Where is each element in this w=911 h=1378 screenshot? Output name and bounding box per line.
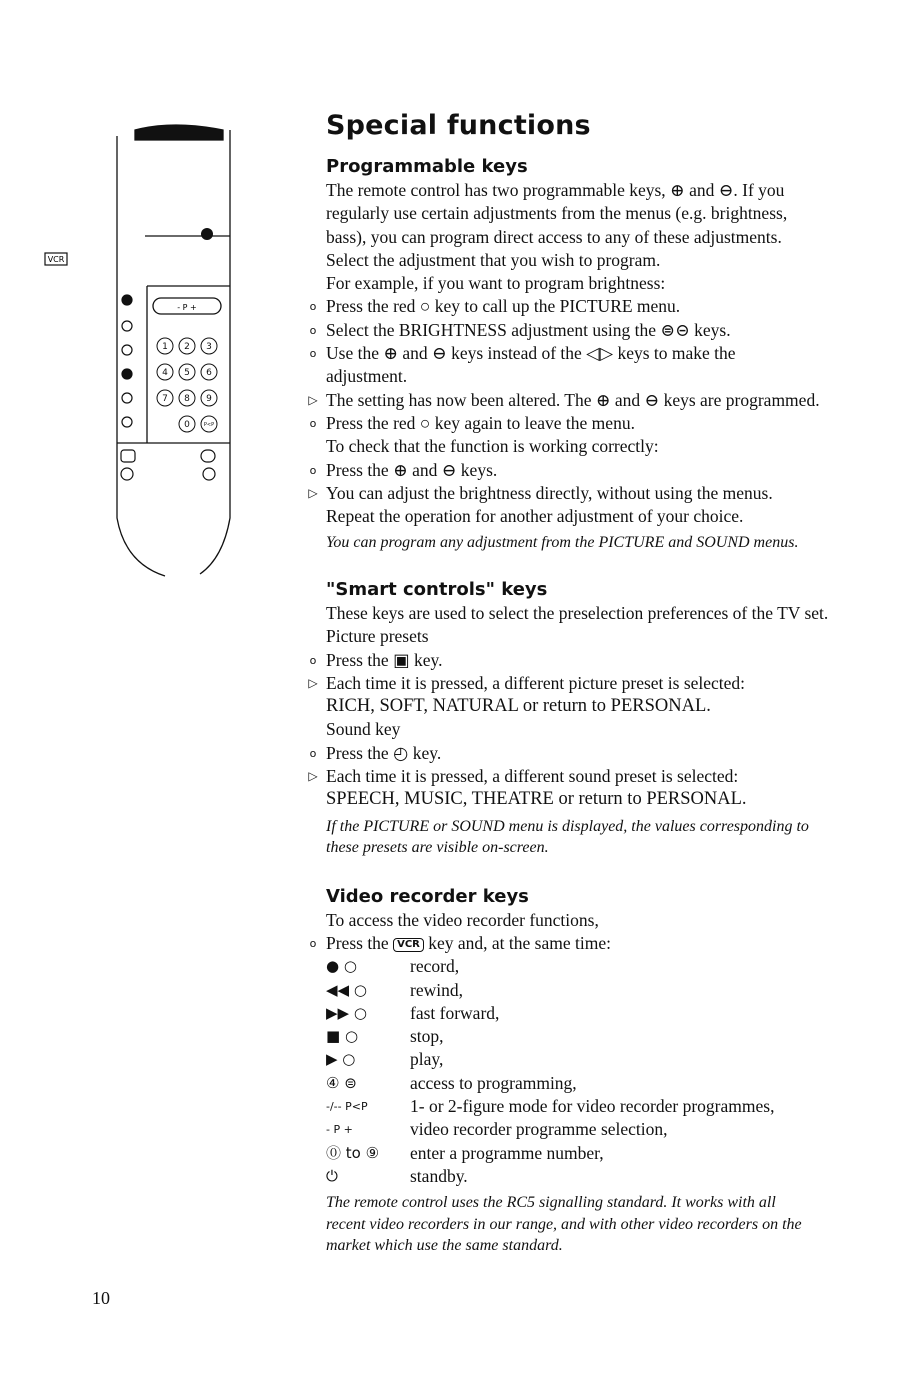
paragraph-line: The remote control has two programmable keys, ⊕ and ⊖. If you <box>326 180 785 200</box>
italic-note-line: recent video recorders in our range, and with other video recorders on the <box>326 1215 802 1233</box>
vcr-row-desc: 1- or 2-figure mode for video recorder programmes, <box>410 1096 775 1116</box>
vcr-row-desc: access to programming, <box>410 1072 577 1093</box>
vcr-row <box>326 1025 871 1048</box>
italic-note-line: The remote control uses the RC5 signalling standard. It works with all <box>326 1194 776 1212</box>
page-number: 10 <box>92 1288 110 1308</box>
list-item-text: You can adjust the brightness directly, without using the menus. <box>326 482 773 503</box>
arrow-marker: ▷ <box>308 769 318 784</box>
vcr-row <box>326 1072 871 1095</box>
list-item <box>309 932 871 955</box>
list-item-text: Press the ◴ key. <box>326 742 442 763</box>
video-recorder-section <box>309 885 871 1257</box>
smart-controls-section <box>308 578 871 859</box>
fast-forward-key-icon: ▶▶ ○ <box>326 1003 367 1022</box>
vcr-row-desc: fast forward, <box>410 1002 500 1023</box>
bullet-marker: o <box>309 347 317 361</box>
list-item-text: Repeat the operation for another adjustment of your choice. <box>326 506 744 527</box>
vcr-row <box>326 955 871 978</box>
list-item <box>309 742 871 765</box>
paragraph-line: For example, if you want to program brightness: <box>326 273 666 294</box>
paragraph-line: These keys are used to select the preselection preferences of the TV set. <box>326 602 829 623</box>
vcr-key: VCR <box>393 938 424 952</box>
italic-note: You can program any adjustment from the PICTURE and SOUND menus. <box>326 534 799 552</box>
list-item-text: Press the red ○ key again to leave the menu. <box>326 412 635 433</box>
press-suffix: key and, at the same time: <box>428 932 611 953</box>
list-item <box>309 342 871 365</box>
section-heading: "Smart controls" keys <box>326 578 548 600</box>
bullet-marker: o <box>309 936 317 950</box>
arrow-marker: ▷ <box>308 485 318 500</box>
subheading: Sound key <box>326 719 401 740</box>
programming-key-icon: ④ ⊜ <box>326 1073 357 1092</box>
remote-program-rocker: - P + <box>177 303 197 312</box>
bullet-marker: o <box>309 653 317 667</box>
italic-note-line: these presets are visible on-screen. <box>326 839 549 857</box>
stop-key-icon: ■ ○ <box>326 1027 359 1046</box>
press-prefix: Press the <box>326 932 389 953</box>
remote-key-pp: P<P <box>203 422 215 428</box>
vcr-row-desc: stop, <box>410 1026 444 1047</box>
remote-key-7: 7 <box>162 394 168 404</box>
page-content <box>308 110 871 1257</box>
list-item-text: The setting has now been altered. The ⊕ and ⊖ keys are programmed. <box>326 389 820 410</box>
preset-values: RICH, SOFT, NATURAL or return to PERSONAL. <box>326 696 711 717</box>
preset-values: SPEECH, MUSIC, THEATRE or return to PERSONAL. <box>326 789 747 810</box>
list-item-text: To check that the function is working correctly: <box>326 436 659 457</box>
remote-key-5: 5 <box>184 368 190 378</box>
list-item-text: Press the ▣ key. <box>326 649 443 670</box>
rewind-key-icon: ◀◀ ○ <box>326 980 367 999</box>
bullet-marker: o <box>309 300 317 314</box>
remote-key-8: 8 <box>184 394 190 404</box>
paragraph-line: bass), you can program direct access to any of these adjustments. <box>326 226 782 247</box>
paragraph-line: regularly use certain adjustments from the menus (e.g. brightness, <box>326 203 788 224</box>
vcr-row-desc: video recorder programme selection, <box>410 1119 668 1140</box>
vcr-row-desc: rewind, <box>410 979 463 1000</box>
vcr-row-desc: enter a programme number, <box>410 1142 604 1163</box>
remote-key-4: 4 <box>162 368 168 378</box>
remote-key-6: 6 <box>206 368 212 378</box>
vcr-row-desc: record, <box>410 956 460 977</box>
vcr-row <box>326 1142 871 1165</box>
list-item <box>326 435 871 458</box>
digit-mode-key-icon: -/-- P<P <box>326 1100 368 1113</box>
list-item-text: Each time it is pressed, a different picture preset is selected: <box>326 672 746 693</box>
bullet-marker: o <box>309 463 317 477</box>
list-item <box>308 765 871 788</box>
section-heading: Video recorder keys <box>326 885 529 907</box>
play-key-icon: ▶ ○ <box>326 1050 356 1069</box>
bullet-marker: o <box>309 416 317 430</box>
remote-digit-row <box>157 338 217 354</box>
arrow-marker: ▷ <box>308 392 318 407</box>
paragraph-line: To access the video recorder functions, <box>326 909 599 930</box>
list-item <box>309 295 871 318</box>
digit-keys-icon: ⓪ to ⑨ <box>326 1143 380 1162</box>
remote-key-9: 9 <box>206 394 212 404</box>
record-key-icon: ● ○ <box>326 957 357 976</box>
program-rocker-icon: - P + <box>326 1123 353 1137</box>
remote-digit-row <box>157 390 217 406</box>
list-item-text: adjustment. <box>326 366 408 387</box>
remote-control-illustration <box>47 118 240 578</box>
arrow-marker: ▷ <box>308 675 318 690</box>
list-item-text: Select the BRIGHTNESS adjustment using the ⊜⊝ keys. <box>326 319 731 340</box>
list-item-text: Each time it is pressed, a different sound preset is selected: <box>326 766 739 787</box>
list-item <box>326 505 871 528</box>
vcr-row <box>326 1095 871 1118</box>
italic-note-line: If the PICTURE or SOUND menu is displayed, the values corresponding to <box>326 817 809 835</box>
vcr-row-desc: play, <box>410 1049 444 1070</box>
remote-key-3: 3 <box>206 342 212 352</box>
list-item <box>308 482 871 505</box>
vcr-row <box>326 979 871 1002</box>
vcr-row-desc: standby. <box>410 1165 468 1186</box>
bullet-marker: o <box>309 323 317 337</box>
list-item <box>326 365 871 388</box>
vcr-row <box>326 1002 871 1025</box>
italic-note-line: market which use the same standard. <box>326 1237 563 1255</box>
vcr-row <box>326 1165 871 1188</box>
page-title: Special functions <box>326 110 591 141</box>
list-item-text: Press the ⊕ and ⊖ keys. <box>326 459 498 480</box>
subheading: Picture presets <box>326 626 429 647</box>
remote-digit-row <box>157 364 217 380</box>
vcr-row <box>326 1118 871 1141</box>
list-item <box>308 672 871 695</box>
list-item <box>309 319 871 342</box>
list-item <box>309 649 871 672</box>
paragraph-line: Select the adjustment that you wish to program. <box>326 249 661 270</box>
list-item <box>308 389 871 412</box>
bullet-marker: o <box>309 746 317 760</box>
remote-vcr-label: VCR <box>47 255 65 264</box>
list-item-text: Use the ⊕ and ⊖ keys instead of the ◁▷ keys to make the <box>326 343 736 364</box>
remote-key-1: 1 <box>162 342 168 352</box>
list-item-text: Press the red ○ key to call up the PICTURE menu. <box>326 296 681 317</box>
remote-digit-row <box>179 416 217 432</box>
remote-key-2: 2 <box>184 342 190 352</box>
vcr-row <box>326 1048 871 1071</box>
list-item <box>309 459 871 482</box>
programmable-keys-section <box>308 155 871 554</box>
list-item <box>309 412 871 435</box>
remote-key-0: 0 <box>184 420 190 430</box>
standby-key-icon: ⏻ <box>326 1166 338 1185</box>
section-heading: Programmable keys <box>326 156 528 177</box>
